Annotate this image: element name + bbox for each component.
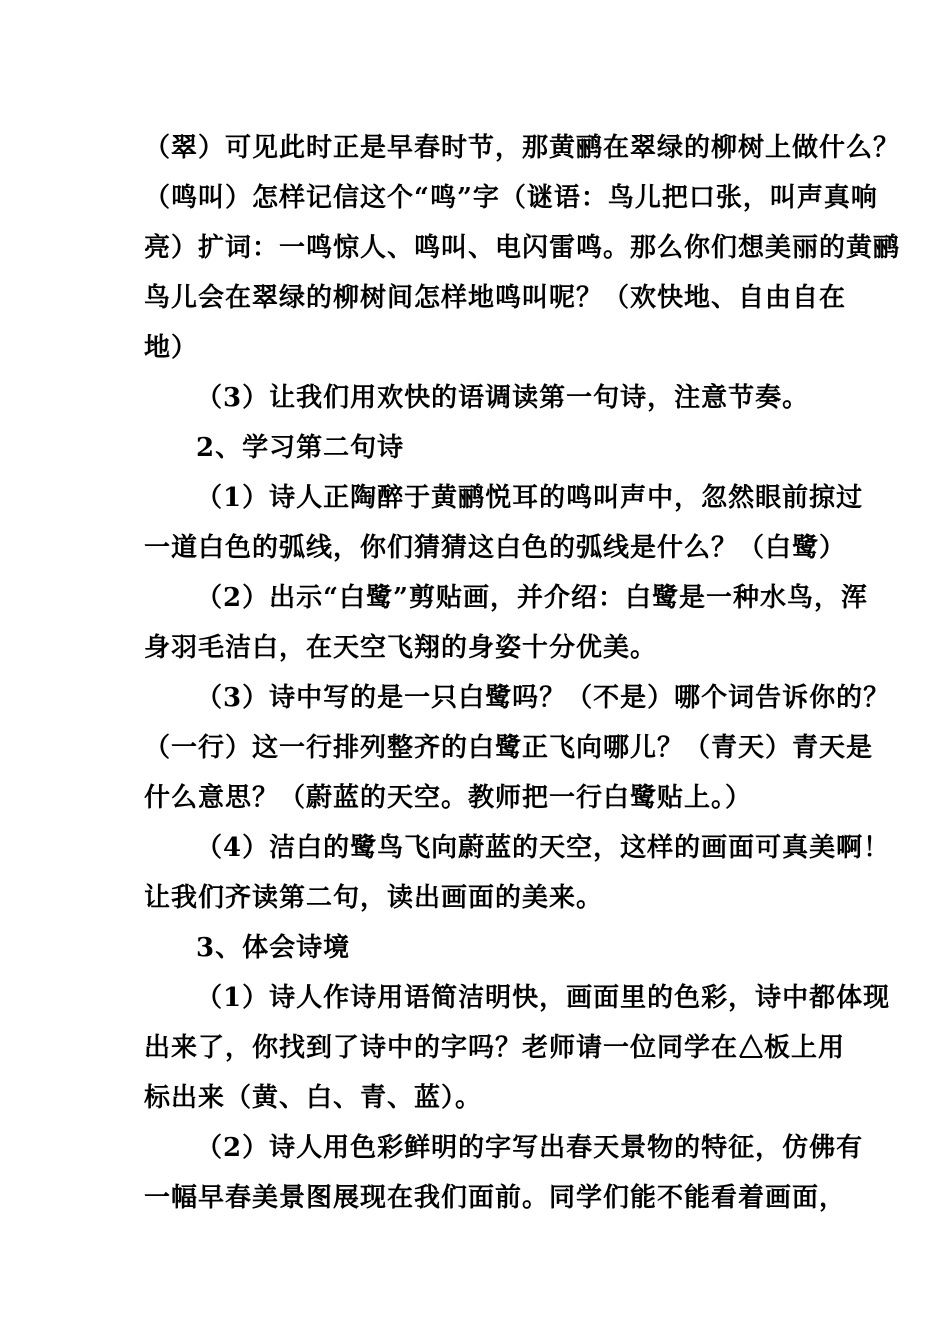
- text-line: （1）诗人正陶醉于黄鹂悦耳的鸣叫声中，忽然眼前掠过: [196, 483, 864, 513]
- text-line: 什么意思？（蔚蓝的天空。教师把一行白鹭贴上。）: [144, 783, 753, 813]
- section-heading: 3、体会诗境: [196, 933, 351, 963]
- text-line: （2）诗人用色彩鲜明的字写出春天景物的特征，仿佛有: [196, 1133, 864, 1163]
- text-line: 身羽毛洁白，在天空飞翔的身姿十分优美。: [144, 633, 658, 663]
- text-segment: 板上用: [764, 1033, 846, 1063]
- text-line: （3）诗中写的是一只白鹭吗？（不是）哪个词告诉你的？: [196, 683, 891, 713]
- section-heading: 2、学习第二句诗: [196, 433, 405, 463]
- text-line: 标出来（黄、白、青、蓝）。: [144, 1083, 483, 1113]
- text-line: 鸟儿会在翠绿的柳树间怎样地鸣叫呢？（欢快地、自由自在: [144, 283, 847, 313]
- text-line: （1）诗人作诗用语简洁明快，画面里的色彩，诗中都体现: [196, 983, 891, 1013]
- text-line: （翠）可见此时正是早春时节，那黄鹂在翠绿的柳树上做什么？: [144, 133, 901, 163]
- text-line: 地）: [144, 333, 199, 363]
- text-line: （3）让我们用欢快的语调读第一句诗，注意节奏。: [196, 383, 810, 413]
- text-line: （一行）这一行排列整齐的白鹭正飞向哪儿？（青天）青天是: [144, 733, 874, 763]
- blackboard-mark-icon: [738, 1033, 764, 1059]
- text-line: 亮）扩词：一鸣惊人、鸣叫、电闪雷鸣。那么你们想美丽的黄鹂: [144, 233, 901, 263]
- text-line: 一道白色的弧线，你们猜猜这白色的弧线是什么？（白鹭）: [144, 533, 847, 563]
- text-line: 一幅早春美景图展现在我们面前。同学们能不能看着画面，: [144, 1183, 847, 1213]
- text-line: （4）洁白的鹭鸟飞向蔚蓝的天空，这样的画面可真美啊！: [196, 833, 891, 863]
- text-line-with-mark: [144, 1032, 845, 1064]
- text-line: 让我们齐读第二句，读出画面的美来。: [144, 883, 604, 913]
- text-line: （2）出示“白鹭”剪贴画，并介绍：白鹭是一种水鸟，浑: [196, 583, 869, 613]
- text-line: （鸣叫）怎样记信这个“鸣”字（谜语：鸟儿把口张，叫声真响: [144, 183, 878, 213]
- text-segment: 出来了，你找到了诗中的字吗？老师请一位同学在: [144, 1033, 739, 1063]
